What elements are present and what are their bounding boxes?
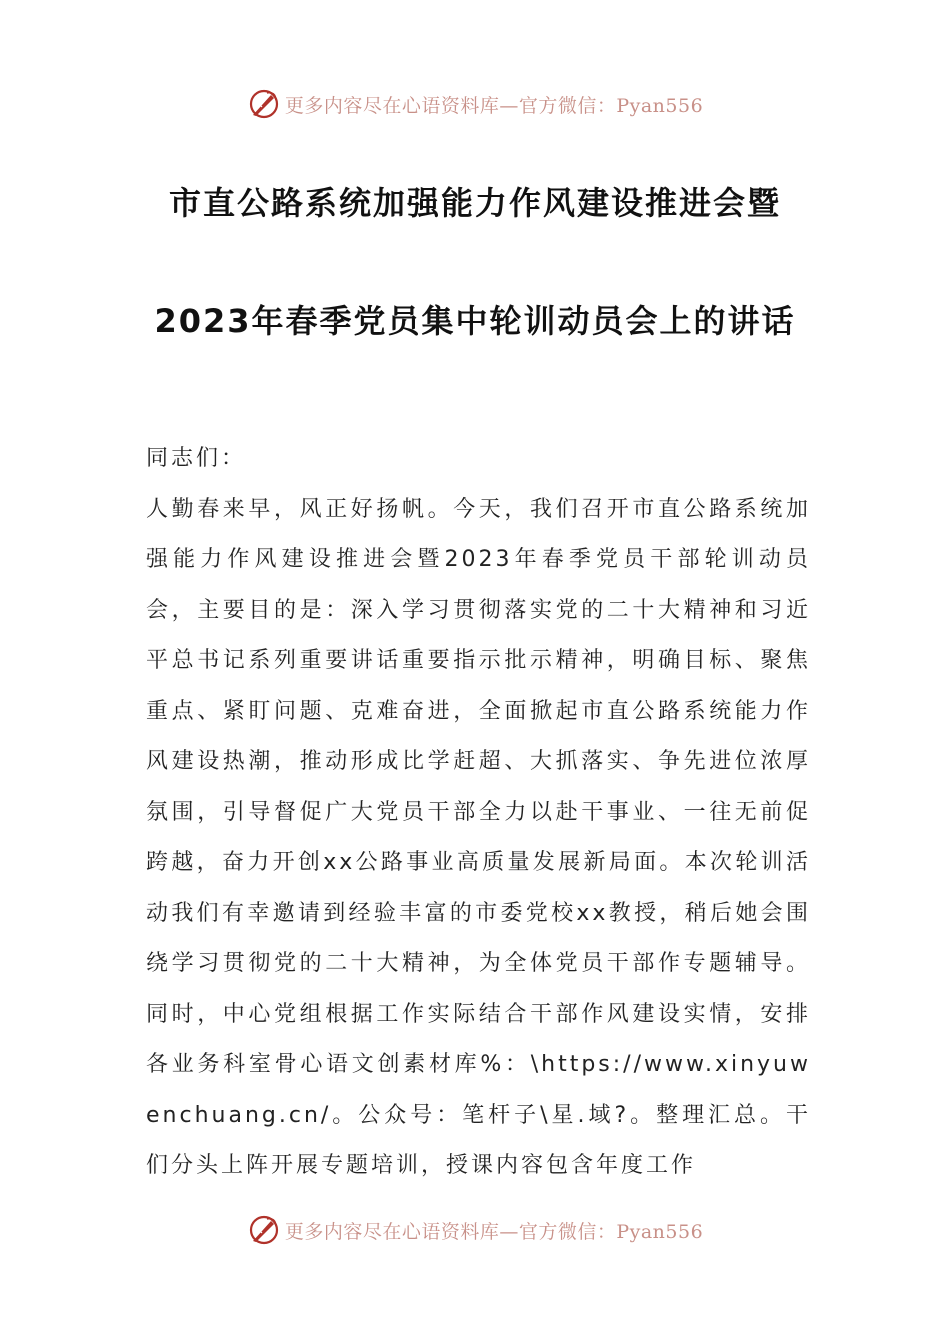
- document-title-line-1: 市直公路系统加强能力作风建设推进会暨: [168, 184, 781, 222]
- quill-logo-icon: [247, 1213, 281, 1247]
- document-body: [146, 434, 811, 1192]
- watermark-text: 更多内容尽在心语资料库—官方微信：Pyan556: [284, 94, 704, 117]
- watermark-text: 更多内容尽在心语资料库—官方微信：Pyan556: [284, 1220, 704, 1243]
- body-paragraph: 人勤春来早，风正好扬帆。今天，我们召开市直公路系统加强能力作风建设推进会暨2023年春季党员干部轮训动员会，主要目的是：深入学习贯彻落实党的二十大精神和习近平总书记系列重要讲话重要指示批示精神，明确目标、聚焦重点、紧盯问题、克难奋进，全面掀起市直公路系统能力作风建设热潮，推动形成比学赶超、大抓落实、争先进位浓厚氛围，引导督促广大党员干部全力以赴干事业、一往无前促跨越，奋力开创xx公路事业高质量发展新局面。本次轮训活动我们有幸邀请到经验丰富的市委党校xx教授，稍后她会围绕学习贯彻党的二十大精神，为全体党员干部作专题辅导。同时，中心党组根据工作实际结合干部作风建设实情，安排各业务科室骨心语文创素材库%：\https://www.xinyuwenchuang.cn/。公众号：笔杆子\星.域?。整理汇总。干们分头上阵开展专题培训，授课内容包含年度工作: [146, 496, 811, 1178]
- watermark-footer: [0, 1210, 950, 1250]
- quill-logo-icon: [247, 87, 281, 121]
- document-title-line-2: 2023年春季党员集中轮训动员会上的讲话: [154, 302, 796, 340]
- salutation: 同志们：: [146, 446, 247, 471]
- watermark-header: [0, 84, 950, 124]
